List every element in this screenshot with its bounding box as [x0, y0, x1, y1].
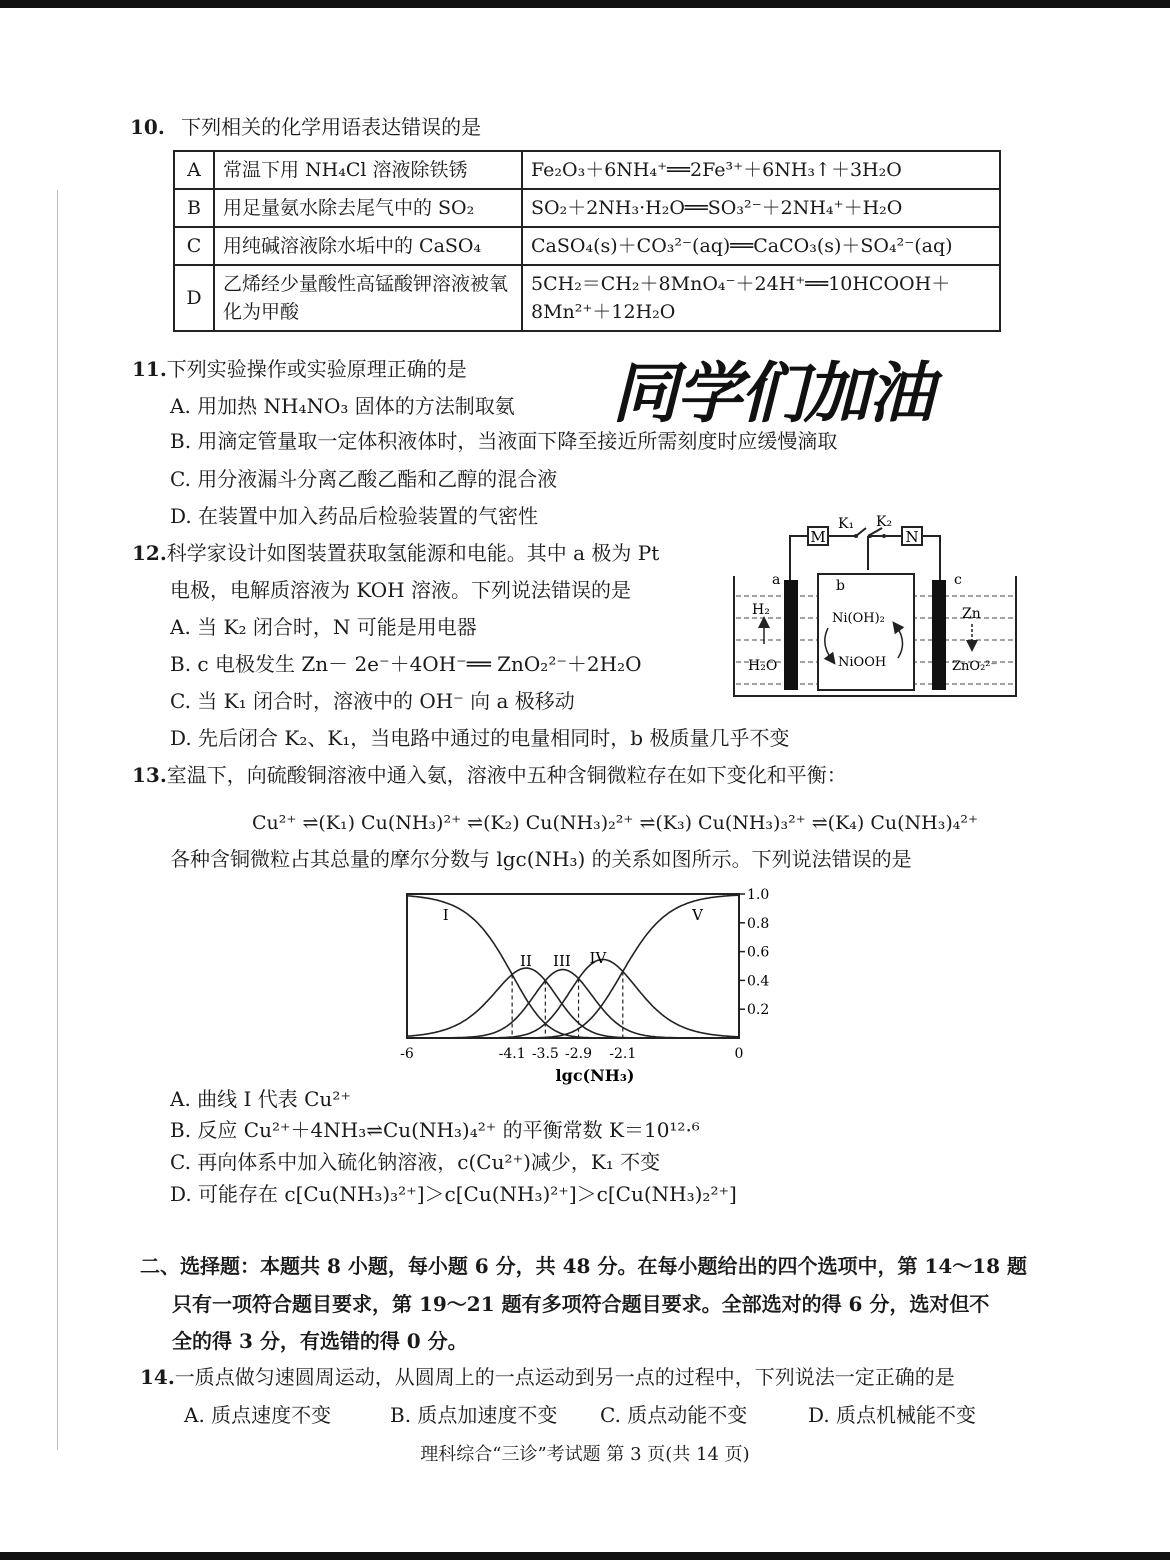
table-row [174, 265, 1000, 331]
y-tick-label: 1.0 [747, 887, 770, 903]
q10-opt: D [174, 265, 214, 331]
q10-equation: 5CH₂＝CH₂＋8MnO₄⁻＋24H⁺══10HCOOH＋8Mn²⁺＋12H₂O [522, 265, 1000, 331]
q11-number: 11. [132, 357, 167, 381]
q10-desc: 用纯碱溶液除水垢中的 CaSO₄ [214, 227, 522, 265]
label-m: M [810, 528, 826, 546]
q13-number: 13. [132, 763, 167, 787]
q10-table [173, 150, 1001, 332]
encouragement-stamp: 同学们加油 [612, 355, 932, 432]
q13-option-d: D. 可能存在 c[Cu(NH₃)₃²⁺]＞c[Cu(NH₃)²⁺]＞c[Cu(NH₃)₂²⁺] [170, 1182, 737, 1206]
q14-stem: 一质点做匀速圆周运动，从圆周上的一点运动到另一点的过程中，下列说法一定正确的是 [174, 1365, 955, 1389]
label-k1: K₁ [838, 516, 855, 532]
x-tick-label: -2.9 [565, 1046, 593, 1062]
x-tick-label: -6 [400, 1046, 414, 1062]
q13-option-a: A. 曲线 I 代表 Cu²⁺ [170, 1087, 351, 1111]
q12-option-b: B. c 电极发生 Zn－ 2e⁻＋4OH⁻══ ZnO₂²⁻＋2H₂O [170, 652, 642, 676]
bottom-border [0, 1552, 1170, 1560]
curve-III [407, 970, 739, 1038]
q12-stem-line1: 科学家设计如图装置获取氢能源和电能。其中 a 极为 Pt [166, 541, 660, 565]
x-tick-label: -3.5 [531, 1046, 559, 1062]
q14-option-d: D. 质点机械能不变 [808, 1403, 977, 1427]
table-row [174, 227, 1000, 265]
q12-stem-line2: 电极，电解质溶液为 KOH 溶液。下列说法错误的是 [170, 578, 631, 602]
margin-line [57, 190, 58, 1450]
electrode-a [784, 580, 798, 690]
q11-option-d: D. 在装置中加入药品后检验装置的气密性 [170, 504, 539, 528]
q10-stem: 下列相关的化学用语表达错误的是 [181, 115, 482, 139]
q14-option-c: C. 质点动能不变 [600, 1403, 748, 1427]
q10-equation: CaSO₄(s)＋CO₃²⁻(aq)══CaCO₃(s)＋SO₄²⁻(aq) [522, 227, 1000, 265]
x-axis-label: lgc(NH₃) [555, 1066, 635, 1085]
q13-stem2: 各种含铜微粒占其总量的摩尔分数与 lgc(NH₃) 的关系如图所示。下列说法错误的是 [170, 847, 912, 871]
top-border [0, 0, 1170, 8]
q14-number: 14. [140, 1365, 175, 1389]
q10-opt: C [174, 227, 214, 265]
label-niooh: NiOOH [838, 655, 887, 670]
curve-II [407, 968, 739, 1038]
q13-option-c: C. 再向体系中加入硫化钠溶液，c(Cu²⁺)减少，K₁ 不变 [170, 1150, 661, 1174]
wire-right [922, 536, 940, 580]
label-c: c [954, 572, 962, 588]
q10-opt: B [174, 189, 214, 227]
q12-heading [132, 540, 659, 566]
x-tick-label: 0 [734, 1046, 744, 1062]
q12-number: 12. [132, 541, 167, 565]
q14-option-a: A. 质点速度不变 [184, 1403, 332, 1427]
q11-stem: 下列实验操作或实验原理正确的是 [166, 357, 467, 381]
q10-number: 10. [130, 115, 165, 139]
chart-plot-area [400, 887, 769, 1062]
x-tick-label: -2.1 [609, 1046, 637, 1062]
q13-equilibrium: Cu²⁺ ⇌(K₁) Cu(NH₃)²⁺ ⇌(K₂) Cu(NH₃)₂²⁺ ⇌(K₃) Cu(NH₃)₃²⁺ ⇌(K₄) Cu(NH₃)₄²⁺ [252, 812, 979, 834]
electrolysis-apparatus-diagram [728, 510, 1028, 705]
y-tick-label: 0.4 [747, 973, 770, 990]
series-label-III: III [553, 952, 571, 970]
q12-option-d: D. 先后闭合 K₂、K₁，当电路中通过的电量相同时，b 极质量几乎不变 [170, 726, 790, 750]
section2-line3: 全的得 3 分，有选错的得 0 分。 [172, 1329, 468, 1353]
q11-option-a: A. 用加热 NH₄NO₃ 固体的方法制取氨 [170, 394, 515, 418]
label-n: N [905, 528, 919, 546]
q10-heading [130, 114, 481, 140]
y-tick-label: 0.8 [747, 915, 770, 932]
x-tick-label: -4.1 [498, 1046, 526, 1062]
q10-equation: Fe₂O₃＋6NH₄⁺══2Fe³⁺＋6NH₃↑＋3H₂O [522, 151, 1000, 189]
q12-option-c: C. 当 K₁ 闭合时，溶液中的 OH⁻ 向 a 极移动 [170, 689, 575, 713]
q10-desc: 乙烯经少量酸性高锰酸钾溶液被氧化为甲酸 [214, 265, 522, 331]
label-h2: H₂ [752, 602, 770, 618]
series-label-I: I [442, 905, 449, 924]
page-footer: 理科综合“三诊”考试题 第 3 页(共 14 页) [420, 1444, 750, 1465]
label-k2: K₂ [876, 514, 893, 530]
q10-opt: A [174, 151, 214, 189]
electrode-c [932, 580, 946, 690]
label-a: a [772, 572, 781, 588]
label-zno2: ZnO₂²⁻ [952, 659, 998, 674]
curve-IV [407, 960, 739, 1039]
label-b: b [836, 578, 845, 594]
q13-option-b: B. 反应 Cu²⁺＋4NH₃⇌Cu(NH₃)₄²⁺ 的平衡常数 K＝10¹²·⁶ [170, 1118, 700, 1142]
y-tick-label: 0.6 [747, 944, 770, 961]
series-label-V: V [692, 905, 703, 924]
series-label-IV: IV [589, 949, 607, 968]
q13-stem: 室温下，向硫酸铜溶液中通入氨，溶液中五种含铜微粒存在如下变化和平衡： [166, 763, 847, 787]
table-row [174, 151, 1000, 189]
series-label-II: II [520, 952, 532, 970]
q10-equation: SO₂＋2NH₃·H₂O══SO₃²⁻＋2NH₄⁺＋H₂O [522, 189, 1000, 227]
wire-left [790, 536, 808, 580]
q12-option-a: A. 当 K₂ 闭合时，N 可能是用电器 [170, 615, 477, 639]
q11-option-c: C. 用分液漏斗分离乙酸乙酯和乙醇的混合液 [170, 467, 558, 491]
q13-heading [132, 762, 847, 788]
chart-frame [407, 894, 739, 1038]
label-nioh2: Ni(OH)₂ [832, 611, 885, 626]
section2-line2: 只有一项符合题目要求，第 19～21 题有多项符合题目要求。全部选对的得 6 分，选对但不 [172, 1292, 990, 1316]
label-zn: Zn [962, 606, 981, 622]
table-row [174, 189, 1000, 227]
q14-option-b: B. 质点加速度不变 [390, 1403, 558, 1427]
y-tick-label: 0.2 [747, 1002, 770, 1019]
q11-option-b: B. 用滴定管量取一定体积液体时，当液面下降至接近所需刻度时应缓慢滴取 [170, 429, 838, 453]
q10-desc: 用足量氨水除去尾气中的 SO₂ [214, 189, 522, 227]
q11-heading [132, 356, 467, 382]
q13-chart [395, 876, 795, 1088]
label-h2o: H₂O [748, 658, 778, 674]
section2-line1: 二、选择题：本题共 8 小题，每小题 6 分，共 48 分。在每小题给出的四个选项中，第 14～18 题 [140, 1254, 1028, 1278]
q10-desc: 常温下用 NH₄Cl 溶液除铁锈 [214, 151, 522, 189]
q14-heading [140, 1364, 955, 1390]
